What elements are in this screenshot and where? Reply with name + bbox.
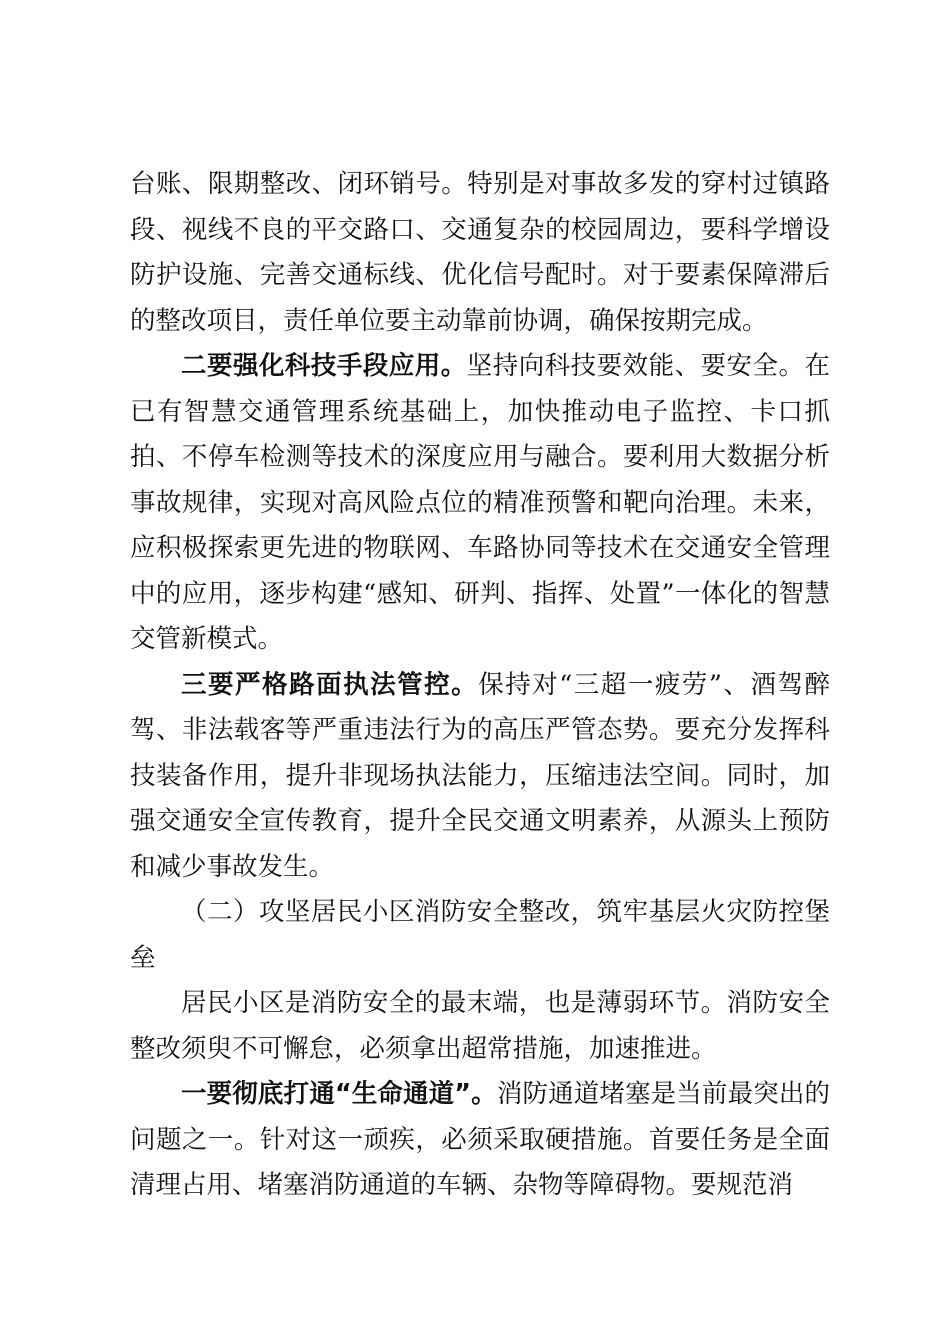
paragraph-text: （二）攻坚居民小区消防安全整改，筑牢基层火灾防控堡垒 [130, 897, 830, 973]
paragraph-lead: 二要强化科技手段应用。 [181, 351, 467, 381]
paragraph-road-safety-rectification [130, 162, 830, 344]
section-heading-fire-safety [130, 890, 830, 981]
paragraph-text: 保持对“三超一疲劳”、酒驾醉驾、非法载客等严重违法行为的高压严管态势。要充分发挥科技装备作用，提升非现场执法能力，压缩违法空间。同时，加强交通安全宣传教育，提升全民交通文明素养，从源头上预防和减少事故发生。 [130, 669, 830, 882]
paragraph-text: 台账、限期整改、闭环销号。特别是对事故多发的穿村过镇路段、视线不良的平交路口、交通复杂的校园周边，要科学增设防护设施、完善交通标线、优化信号配时。对于要素保障滞后的整改项目，责任单位要主动靠前协调，确保按期完成。 [130, 169, 830, 336]
paragraph-lead: 三要严格路面执法管控。 [181, 669, 479, 700]
document-page [130, 162, 830, 1209]
paragraph-fire-lanes [130, 1072, 830, 1209]
paragraph-text: 坚持向科技要效能、要安全。在已有智慧交通管理系统基础上，加快推动电子监控、卡口抓拍、不停车检测等技术的深度应用与融合。要利用大数据分析事故规律，实现对高风险点位的精准预警和靶向治理。未来，应积极探索更先进的物联网、车路协同等技术在交通安全管理中的应用，逐步构建“感知、研判、指挥、处置”一体化的智慧交管新模式。 [130, 351, 830, 654]
paragraph-text: 居民小区是消防安全的最末端，也是薄弱环节。消防安全整改须臾不可懈怠，必须拿出超常措施，加速推进。 [130, 988, 830, 1064]
paragraph-text: 消防通道堵塞是当前最突出的问题之一。针对这一顽疾，必须采取硬措施。首要任务是全面清理占用、堵塞消防通道的车辆、杂物等障碍物。要规范消 [130, 1079, 830, 1200]
paragraph-residential-fire-intro [130, 981, 830, 1072]
paragraph-technology-application [130, 344, 830, 663]
paragraph-road-enforcement [130, 663, 830, 891]
paragraph-lead: 一要彻底打通“生命通道”。 [181, 1079, 497, 1109]
